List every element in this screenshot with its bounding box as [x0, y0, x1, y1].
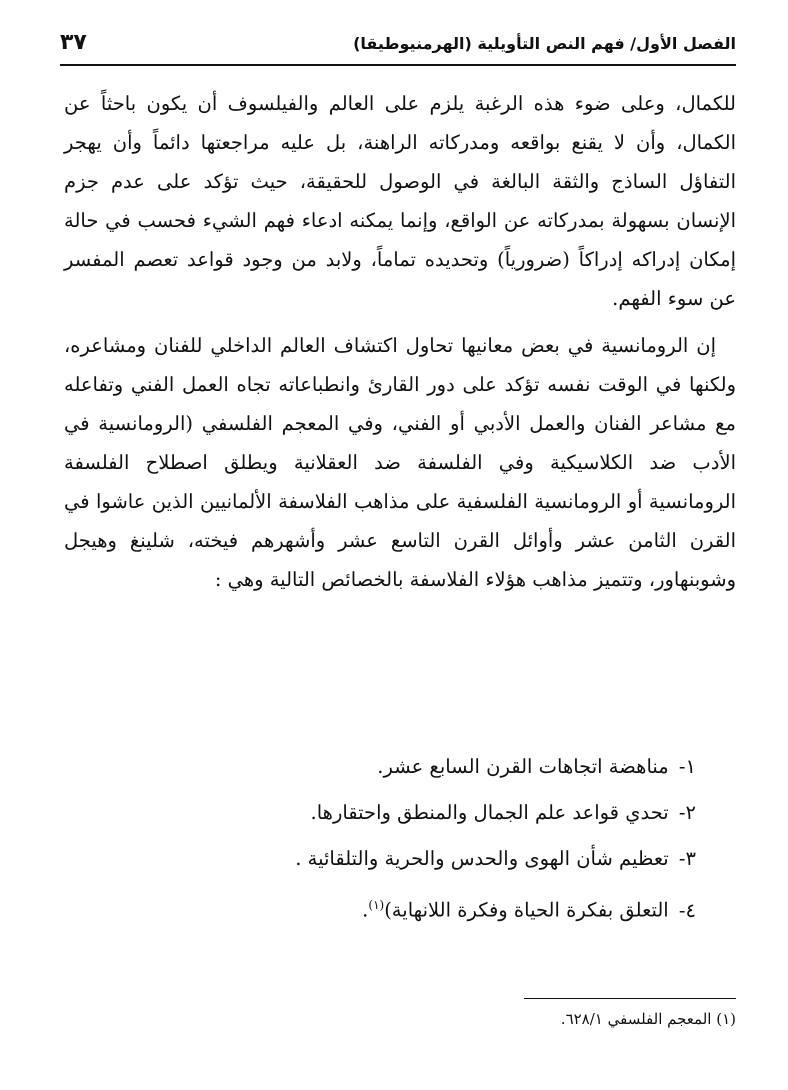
paragraph: إن الرومانسية في بعض معانيها تحاول اكتشاف العالم الداخلي للفنان ومشاعره، ولكنها في الوقت نفسه تؤكد على دور القارئ وانطباعاته تجاه العمل الفني وتفاعله مع مشاعر الفنان والعمل الأدبي أو الفني، وفي المعجم الفلسفي (الرومانسية في الأدب ضد الكلاسيكية وفي الفلسفة ضد العقلانية ويطلق اصطلاح الفلسفة الرومانسية أو الرومانسية الفلسفية على مذاهب الفلاسفة الألمانيين الذين عاشوا في القرن الثامن عشر وأوائل القرن التاسع عشر وأشهرهم فيخته، شلينغ وهيجل وشوبنهاور، وتتميز مذاهب هؤلاء الفلاسفة بالخصائص التالية وهي : [64, 334, 736, 591]
footnote: (١) المعجم الفلسفي ٦٢٨/١. [560, 1010, 736, 1028]
list-item [120, 836, 696, 882]
page-header [60, 28, 736, 64]
page-number: ٣٧ [60, 30, 87, 55]
footnote-reference[interactable]: (١) [368, 898, 385, 912]
list-item-text: تحدي قواعد علم الجمال والمنطق واحتقارها. [310, 801, 669, 824]
list-item [120, 882, 696, 934]
footnote-rule [524, 998, 736, 999]
list-item-text: تعظيم شأن الهوى والحدس والحرية والتلقائية . [295, 847, 669, 870]
header-rule [60, 64, 736, 66]
list-item [120, 744, 696, 790]
list-item-number: ٣- [678, 847, 696, 870]
list-item-number: ٤- [678, 898, 696, 922]
paragraph: للكمال، وعلى ضوء هذه الرغبة يلزم على العالم والفيلسوف أن يكون باحثاً عن الكمال، وأن لا يقنع بواقعه ومدركاته الراهنة، بل عليه مراجعتها دائماً وأن يهجر التفاؤل الساذج والثقة البالغة في الوصول للحقيقة، حيث تؤكد على عدم جزم الإنسان بسهولة بمدركاته عن الواقع، وإنما يمكنه ادعاء فهم الشيء فحسب في حالة إمكان إدراكه إدراكاً (ضرورياً) وتحديده تماماً، ولابد من وجود قواعد تعصم المفسر عن سوء الفهم. [64, 92, 736, 310]
list-item-trailing: . [362, 898, 369, 922]
list-item-number: ٢- [678, 801, 696, 824]
running-title: الفصل الأول/ فهم النص التأويلية (الهرمنيوطيقا) [353, 34, 736, 53]
list-item-text: التعلق بفكرة الحياة وفكرة اللانهاية) [384, 898, 669, 922]
characteristics-list [120, 744, 696, 934]
list-item-number: ١- [678, 755, 696, 778]
list-item [120, 790, 696, 836]
list-item-text: مناهضة اتجاهات القرن السابع عشر. [377, 755, 669, 778]
body-text [64, 84, 736, 599]
